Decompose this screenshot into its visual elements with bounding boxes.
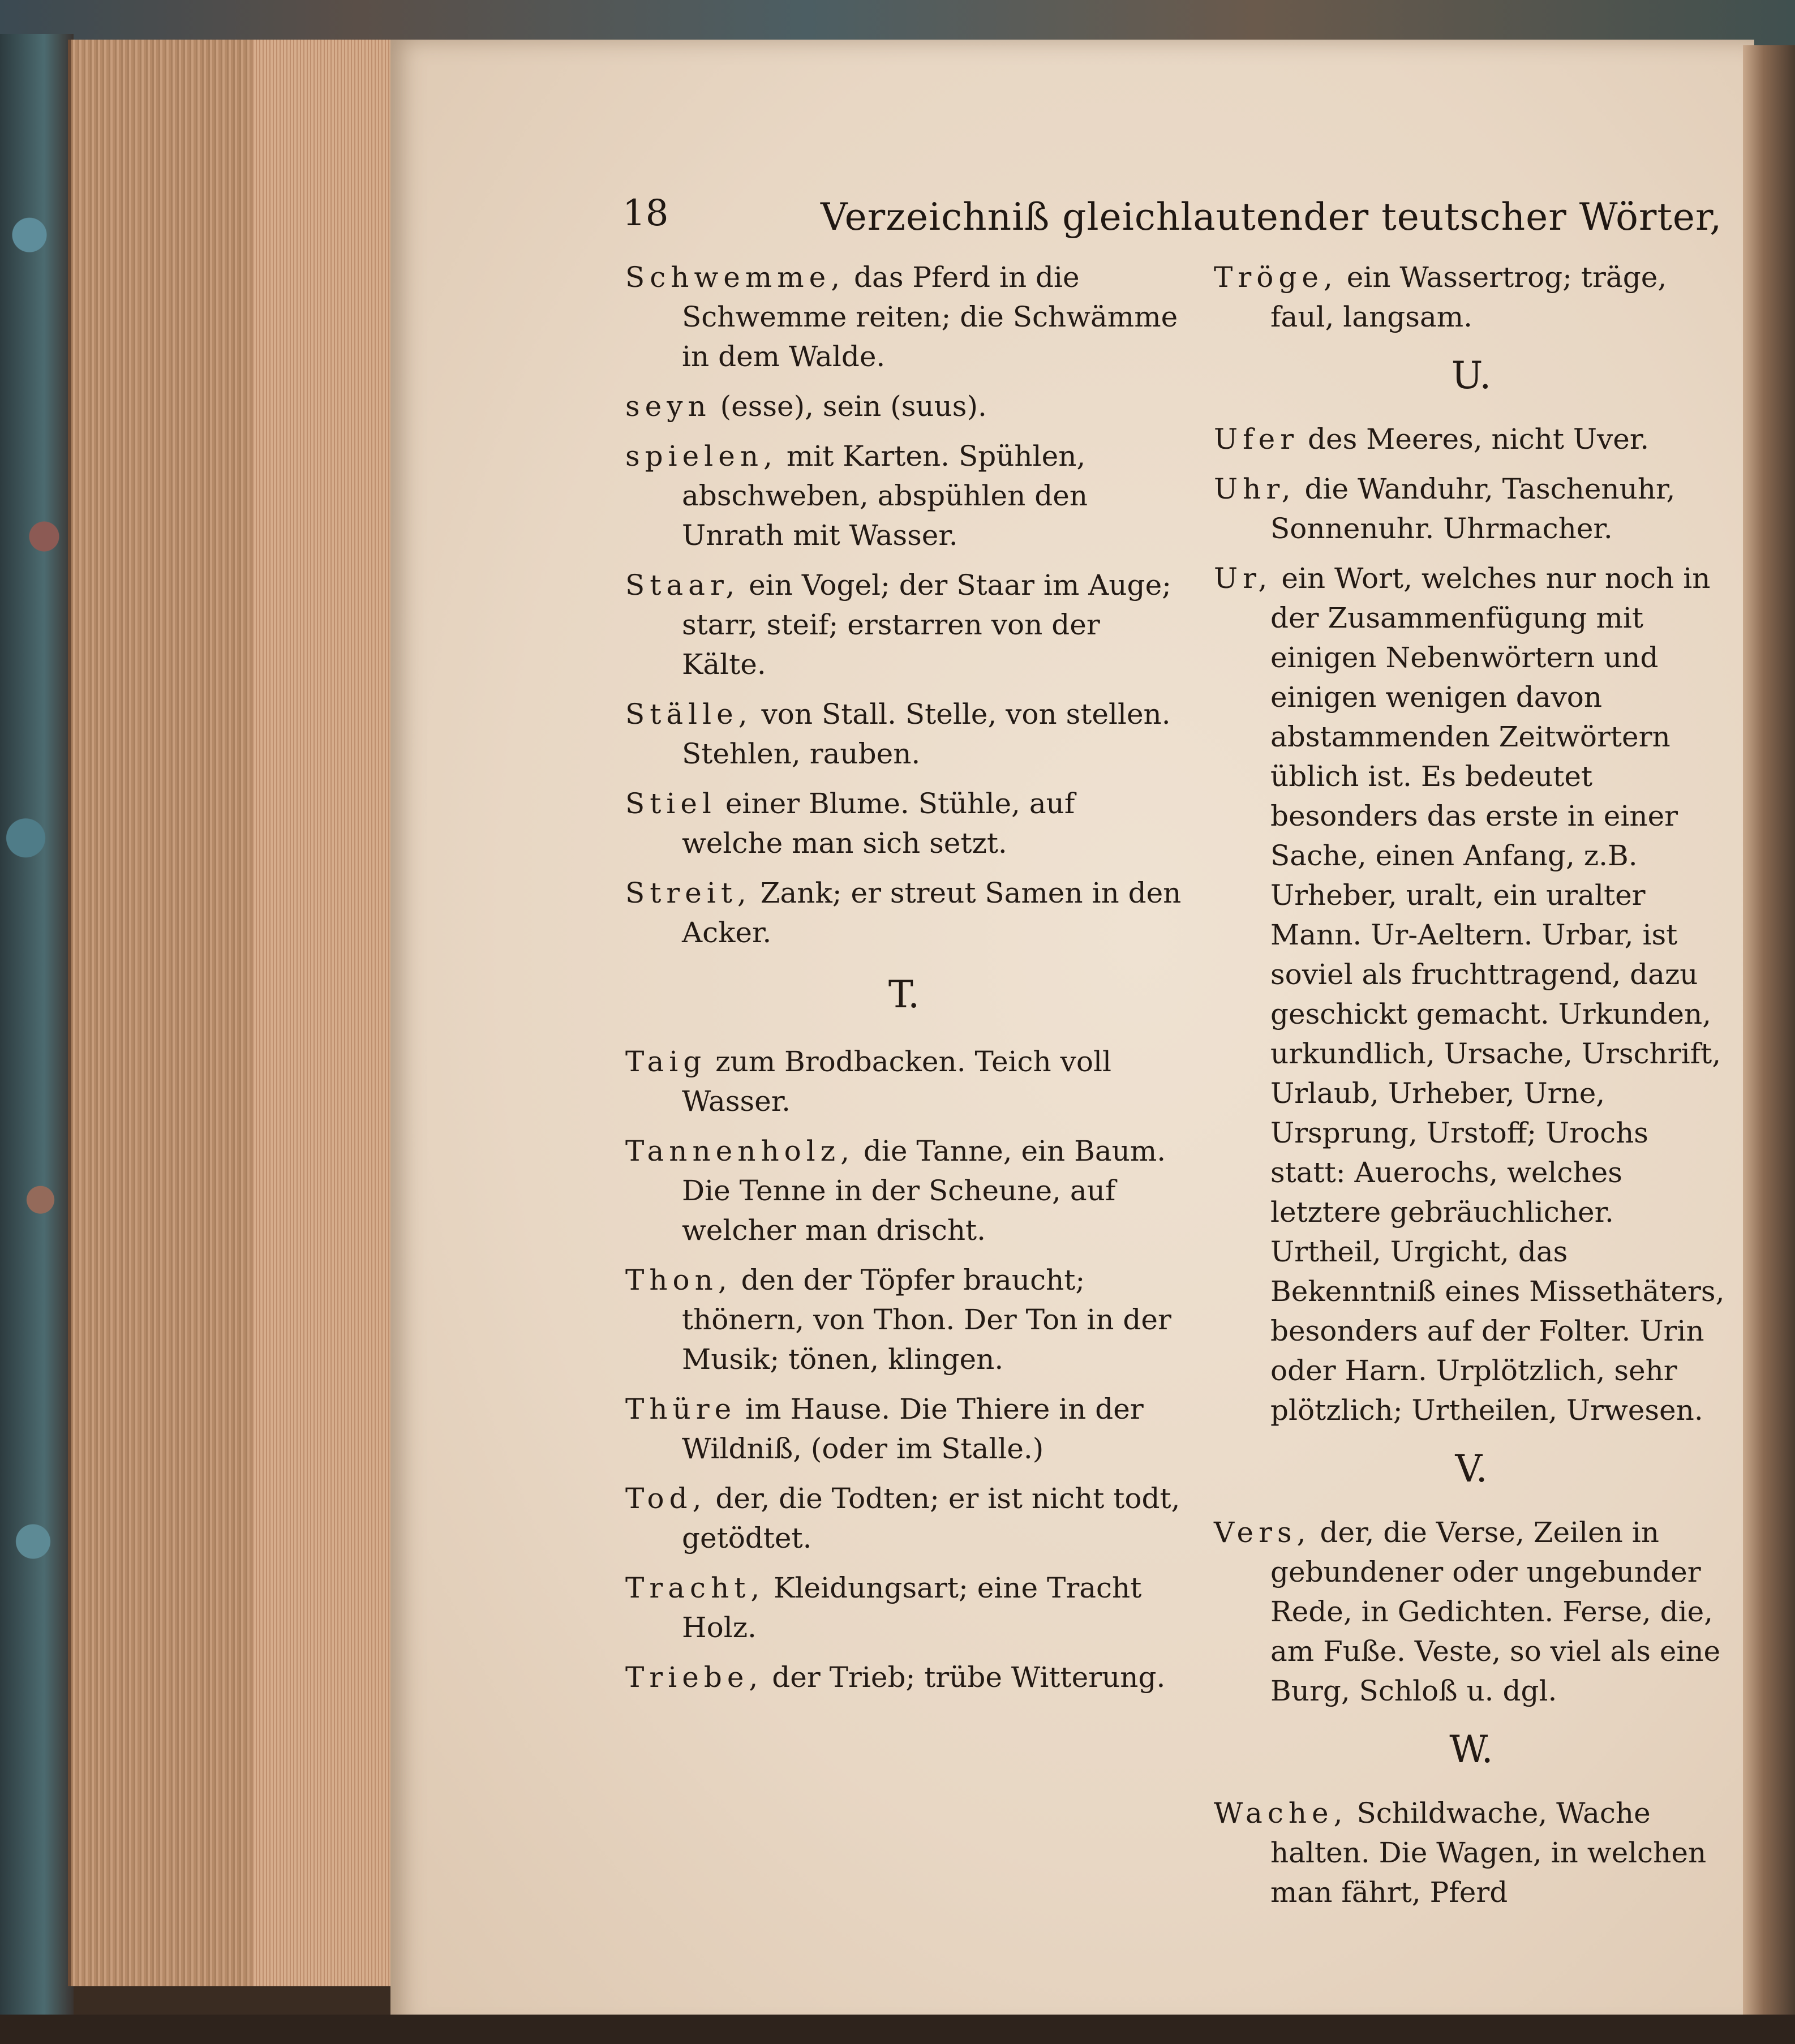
entry-headword: Triebe, — [625, 1661, 763, 1694]
entry-text: Zank; er streut Samen in den Acker. — [682, 877, 1182, 949]
entry-text: Schildwache, Wache halten. Die Wagen, in welchen man fährt, Pferd — [1270, 1797, 1707, 1909]
dictionary-entry — [625, 257, 1183, 376]
entry-text: die Tanne, ein Baum. Die Tenne in der Scheune, auf welcher man drischt. — [682, 1135, 1166, 1247]
entry-headword: Thüre — [625, 1393, 737, 1425]
entry-headword: Staar, — [625, 569, 740, 602]
entry-text: der Trieb; trübe Witterung. — [763, 1661, 1166, 1694]
dictionary-entry — [1214, 469, 1729, 548]
section-letter: T. — [888, 973, 920, 1016]
entry-headword: Wache, — [1214, 1797, 1348, 1830]
entry-headword: Stiel — [625, 787, 716, 820]
marbled-cover-edge — [0, 34, 74, 2044]
section-letter: U. — [1451, 354, 1492, 397]
dictionary-entry — [625, 1479, 1183, 1558]
entry-headword: spielen, — [625, 440, 778, 473]
entry-text: ein Wassertrog; träge, faul, langsam. — [1270, 261, 1667, 333]
dictionary-entry — [625, 1657, 1183, 1697]
dictionary-entry — [1214, 1513, 1729, 1711]
dictionary-entry — [625, 1568, 1183, 1647]
dictionary-entry — [1214, 419, 1729, 459]
facing-page-edge — [1743, 45, 1795, 2044]
dictionary-entry — [1214, 257, 1729, 337]
dictionary-entry — [625, 436, 1183, 555]
entry-text: ein Wort, welches nur noch in der Zusammenfügung mit einigen Nebenwörtern und einigen wenigen davon abstammenden Zeitwörtern üblich ist. Es bedeutet besonders das erste in einer Sache, einen Anfang, z.B. Urheber, uralt, ein uralter Mann. Ur-Aeltern. Urbar, ist soviel als fruchttragend, dazu geschickt gemacht. Urkunden, urkundlich, Ursache, Urschrift, Urlaub, Urheber, Urne, Ursprung, Urstoff; Urochs statt: Auerochs, welches letztere gebräuchlicher. Urtheil, Urgicht, das Bekenntniß eines Missethäters, besonders auf der Folter. Urin oder Harn. Urplötzlich, sehr plötzlich; Urtheilen, Urwesen. — [1270, 562, 1725, 1427]
dictionary-entry — [625, 565, 1183, 684]
entry-text: einer Blume. Stühle, auf welche man sich setzt. — [682, 787, 1075, 860]
entry-headword: Ur, — [1214, 562, 1273, 595]
entry-text: der, die Verse, Zeilen in gebundener oder ungebunder Rede, in Gedichten. Ferse, die, am Fuße. Veste, so viel als eine Burg, Schloß u. dgl. — [1270, 1516, 1721, 1707]
book-cover-top — [0, 0, 1795, 45]
dictionary-entry — [625, 1042, 1183, 1121]
entry-text: die Wanduhr, Taschenuhr, Sonnenuhr. Uhrmacher. — [1270, 473, 1676, 545]
entry-text: (esse), sein (suus). — [711, 390, 987, 423]
dictionary-entry — [1214, 559, 1729, 1430]
entry-headword: Vers, — [1214, 1516, 1311, 1549]
right-column — [1214, 257, 1729, 1922]
entry-headword: Tracht, — [625, 1571, 765, 1604]
left-column — [625, 257, 1183, 1707]
section-letter: V. — [1455, 1447, 1488, 1491]
dictionary-entry — [625, 784, 1183, 863]
dictionary-entry — [1214, 1793, 1729, 1912]
entry-text: des Meeres, nicht Uver. — [1299, 423, 1650, 456]
entry-text: Kleidungsart; eine Tracht Holz. — [682, 1571, 1142, 1644]
page-number: 18 — [622, 192, 669, 234]
entry-text: der, die Todten; er ist nicht todt, getödtet. — [682, 1482, 1180, 1555]
entry-text: zum Brodbacken. Teich voll Wasser. — [682, 1045, 1111, 1118]
entry-text: das Pferd in die Schwemme reiten; die Schwämme in dem Walde. — [682, 261, 1178, 373]
dictionary-entry — [625, 873, 1183, 952]
book-bottom-edge — [0, 2015, 1795, 2044]
entry-headword: Uhr, — [1214, 473, 1296, 505]
dictionary-entry — [625, 1260, 1183, 1379]
entry-headword: Taig — [625, 1045, 707, 1078]
entry-headword: Ställe, — [625, 698, 753, 731]
entry-headword: Tod, — [625, 1482, 707, 1515]
page-edges — [68, 40, 400, 1986]
running-head: Verzeichniß gleichlautender teutscher Wörter, — [821, 195, 1723, 239]
entry-headword: seyn — [625, 390, 711, 423]
dictionary-entry — [625, 1389, 1183, 1468]
dictionary-entry — [625, 387, 1183, 426]
entry-headword: Ufer — [1214, 423, 1299, 456]
entry-text: im Hause. Die Thiere in der Wildniß, (oder im Stalle.) — [682, 1393, 1144, 1465]
dictionary-entry — [625, 1131, 1183, 1250]
dictionary-entry — [625, 694, 1183, 774]
entry-headword: Tannenholz, — [625, 1135, 855, 1167]
entry-headword: Schwemme, — [625, 261, 845, 294]
section-letter: W. — [1449, 1728, 1493, 1771]
entry-text: ein Vogel; der Staar im Auge; starr, steif; erstarren von der Kälte. — [682, 569, 1172, 681]
entry-headword: Streit, — [625, 877, 752, 909]
entry-headword: Thon, — [625, 1264, 732, 1296]
entry-text: mit Karten. Spühlen, abschweben, abspühlen den Unrath mit Wasser. — [682, 440, 1088, 552]
entry-text: von Stall. Stelle, von stellen. Stehlen, rauben. — [682, 698, 1171, 770]
entry-headword: Tröge, — [1214, 261, 1338, 294]
entry-text: den der Töpfer braucht; thönern, von Thon. Der Ton in der Musik; tönen, klingen. — [682, 1264, 1171, 1376]
